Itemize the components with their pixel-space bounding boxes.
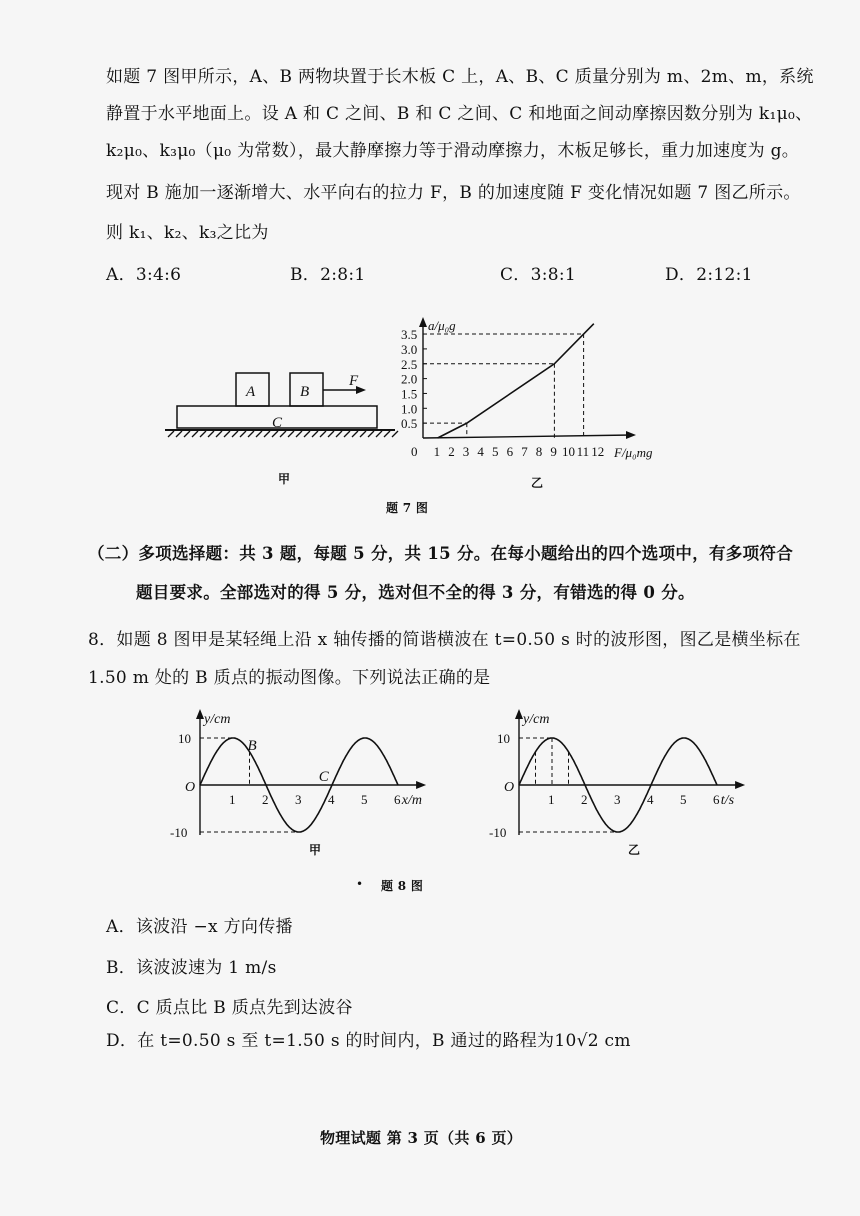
q7-x-tick-label: 9 xyxy=(550,444,557,459)
q8-line-1: 8．如题 8 图甲是某轻绳上沿 x 轴传播的简谐横波在 t=0.50 s 时的波形图，图乙是横坐标在 xyxy=(88,630,801,650)
q7-y-tick-label: 1.0 xyxy=(401,401,418,417)
q7-y-label: a/μ₀g xyxy=(428,318,456,333)
q7-line-5: 则 k₁、k₂、k₃之比为 xyxy=(106,223,269,243)
q8b-x-arrowhead xyxy=(735,781,745,789)
q8a-x-tick-label: 5 xyxy=(361,792,368,807)
q8a-x-arrowhead xyxy=(416,781,426,789)
q7-x-tick-label: 5 xyxy=(492,444,499,459)
q8-line-2: 1.50 m 处的 B 质点的振动图像。下列说法正确的是 xyxy=(88,668,491,688)
q7-option-c[interactable]: C．3:8:1 xyxy=(500,265,577,285)
q8-option-b[interactable]: B．该波波速为 1 m/s xyxy=(106,958,277,978)
q8b-origin-label: O xyxy=(504,780,515,795)
board-c-label: C xyxy=(272,415,283,431)
q7-x-tick-label: 1 xyxy=(433,444,441,459)
q8b-x-tick-label: 1 xyxy=(548,792,555,807)
block-a-label: A xyxy=(246,384,256,400)
q8a-y-arrowhead xyxy=(196,709,204,719)
q8b-y-label: y/cm xyxy=(523,712,550,727)
force-label: F xyxy=(349,373,359,389)
q7-x-tick-label: 11 xyxy=(576,444,590,459)
q7-x-tick-label: 7 xyxy=(521,444,528,459)
q7-y-tick-label: 3.0 xyxy=(401,341,418,357)
q7-y-tick-label: 2.5 xyxy=(401,356,418,372)
section2-line-2: 题目要求。全部选对的得 5 分，选对但不全的得 3 分，有错选的得 0 分。 xyxy=(136,583,695,602)
page-footer: 物理试题 第 3 页（共 6 页） xyxy=(320,1129,523,1147)
q8a-x-tick-label: 6 xyxy=(394,792,401,807)
q8b-x-label: t/s xyxy=(720,793,735,808)
q8-option-d[interactable]: D．在 t=0.50 s 至 t=1.50 s 的时间内，B 通过的路程为10√2 cm xyxy=(106,1031,631,1051)
q7-x-tick-label: 2 xyxy=(448,444,455,459)
q7-x-tick-label: 3 xyxy=(462,444,470,459)
q8b-y-tick-bottom: -10 xyxy=(489,825,507,840)
q8a-y-label: y/cm xyxy=(204,712,231,727)
q7-x-tick-label: 10 xyxy=(562,444,575,459)
q7-option-d[interactable]: D．2:12:1 xyxy=(665,265,753,285)
q7-line-1: 如题 7 图甲所示，A、B 两物块置于长木板 C 上，A、B、C 质量分别为 m、2m、m，系统 xyxy=(106,67,814,87)
q8a-x-tick-label: 4 xyxy=(328,792,335,807)
block-b-label: B xyxy=(300,384,310,400)
q8a-origin-label: O xyxy=(185,780,196,795)
q8a-x-tick-label: 1 xyxy=(229,792,236,807)
q7-y-tick-label: 2.0 xyxy=(401,371,418,387)
q7-x-tick-label: 6 xyxy=(506,444,514,459)
q7-figure-title: 题 7 图 xyxy=(386,501,429,515)
q7-fig-b-caption: 乙 xyxy=(531,476,544,490)
q8-option-a[interactable]: A．该波沿 −x 方向传播 xyxy=(106,917,293,937)
q8a-x-tick-label: 3 xyxy=(295,792,302,807)
q8a-point-c-label: C xyxy=(318,769,329,785)
q7-line-3: k₂μ₀、k₃μ₀（μ₀ 为常数），最大静摩擦力等于滑动摩擦力，木板足够长，重力加速度为 g。 xyxy=(106,141,800,161)
q7-fig-a-caption: 甲 xyxy=(278,472,291,486)
q7-x-tick-label: 8 xyxy=(535,444,543,459)
q7-option-b[interactable]: B．2:8:1 xyxy=(290,265,366,285)
q7-y-tick-label: 3.5 xyxy=(401,327,418,343)
q8a-point-b-label: B xyxy=(247,737,257,754)
q8b-x-tick-label: 2 xyxy=(581,792,588,807)
q7-line-2: 静置于水平地面上。设 A 和 C 之间、B 和 C 之间、C 和地面之间动摩擦因数分别为 k₁μ₀、 xyxy=(106,104,813,124)
q7-origin-label: 0 xyxy=(411,444,418,459)
q7-x-label: F/μ₀mg xyxy=(614,445,653,460)
q8a-x-tick-label: 2 xyxy=(262,792,269,807)
q8b-x-tick-label: 4 xyxy=(647,792,654,807)
q8b-x-tick-label: 6 xyxy=(713,792,720,807)
q8b-y-tick-top: 10 xyxy=(497,731,510,746)
q7-x-tick-label: 4 xyxy=(477,444,484,459)
q8-figure-bullet: • xyxy=(356,877,364,891)
q7-y-tick-label: 1.5 xyxy=(401,386,418,402)
q7-option-a[interactable]: A．3:4:6 xyxy=(106,265,182,285)
q8a-caption: 甲 xyxy=(309,843,322,857)
q7-y-tick-label: 0.5 xyxy=(401,416,418,432)
q8a-x-label: x/m xyxy=(401,793,423,808)
section2-line-1: （二）多项选择题：共 3 题，每题 5 分，共 15 分。在每小题给出的四个选项中，有多项符合 xyxy=(88,544,793,563)
q8-figure-title: 题 8 图 xyxy=(381,879,424,893)
q8b-y-arrowhead xyxy=(515,709,523,719)
q8a-y-tick-top: 10 xyxy=(178,731,191,746)
q7-line-4: 现对 B 施加一逐渐增大、水平向右的拉力 F，B 的加速度随 F 变化情况如题 7 图乙所示。 xyxy=(106,183,801,203)
q8b-caption: 乙 xyxy=(628,843,641,857)
q8a-y-tick-bottom: -10 xyxy=(170,825,188,840)
q7-x-tick-label: 12 xyxy=(591,444,605,459)
q8-option-c[interactable]: C．C 质点比 B 质点先到达波谷 xyxy=(106,998,353,1018)
q8b-x-tick-label: 3 xyxy=(614,792,621,807)
q8b-x-tick-label: 5 xyxy=(680,792,687,807)
